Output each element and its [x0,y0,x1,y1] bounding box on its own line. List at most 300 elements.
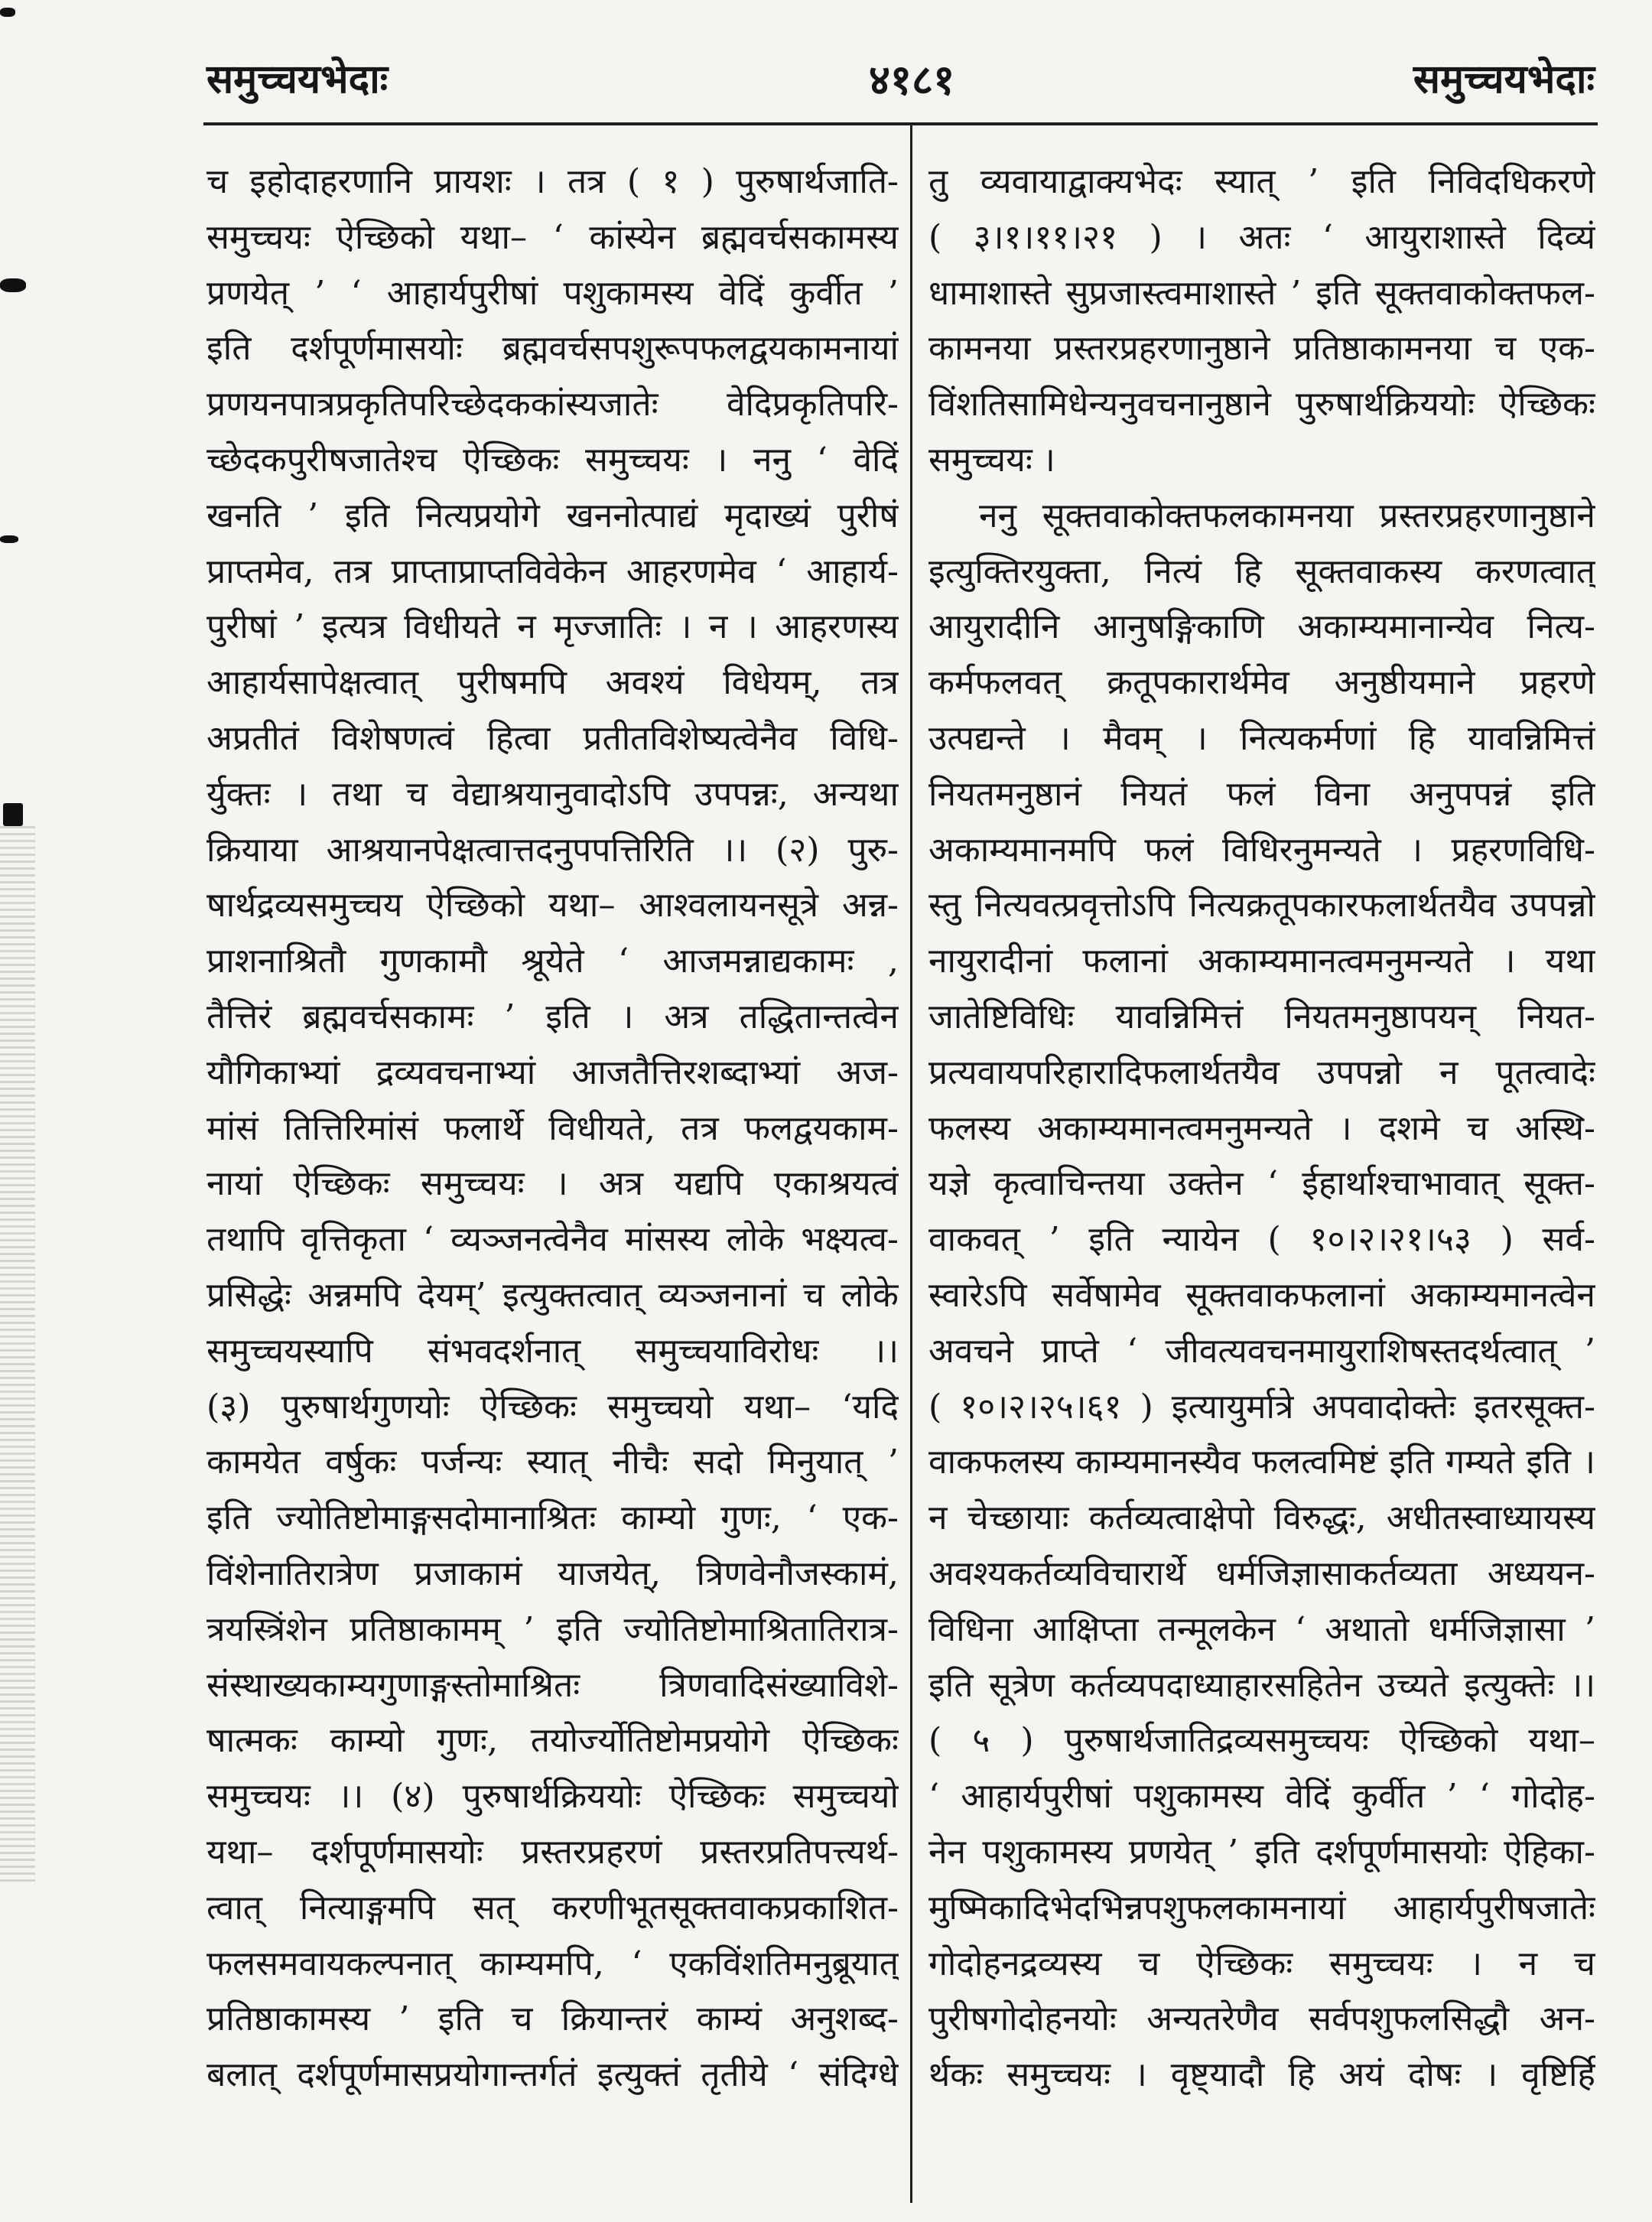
word: जातेष्टिविधिः [928,997,1075,1036]
word: सदो [693,1443,743,1482]
word: दिव्यं [1537,217,1595,257]
word: व्यवायाद्वाक्यभेदः [980,162,1182,201]
word: सूक्तवाकफलानां [1185,1275,1385,1315]
word: दर्शपूर्णमासयोः [1315,1832,1488,1872]
word: अकाम्यमानत्वमनुमन्यते [1198,942,1473,981]
word: १ [662,162,680,201]
word: अन्न- [842,886,899,926]
word: स्तु [928,886,961,926]
word: हि [1234,551,1262,591]
running-header-left: समुच्चयभेदाः [206,56,389,102]
word: वर्षुकः [325,1443,397,1482]
text-line [928,1380,1595,1436]
word: मृज्जातिः [553,607,662,647]
text-line [928,990,1595,1046]
word: ऐच्छिकः [293,1164,390,1204]
word: आहार्यसापेक्षत्वात् [206,663,419,703]
word: ( [1267,1220,1281,1260]
text-line [928,1937,1595,1993]
word: यथा– [548,886,616,926]
word: त्वात् [206,1888,263,1928]
word: आयुराशास्ते [1364,217,1506,257]
scan-mark [0,535,18,543]
word: अनुष्ठीयमाने [1334,663,1475,703]
word: ।। [337,1777,364,1817]
text-line [206,934,899,990]
word: एकविंशतिमनुब्रूयात् [669,1944,899,1983]
word: १०।२।२५।६१ [960,1387,1122,1427]
word: द्रव्यवचनाभ्यां [376,1052,536,1092]
word: वाकफलस्य [928,1443,1065,1482]
word: ५ [972,1721,990,1761]
word: वृष्टिर्हि [1521,2055,1595,2095]
word: समुच्चयः [928,440,1032,480]
word: ’ [294,607,305,647]
word: आक्षिप्ता [1032,1609,1139,1649]
word: दोषः [1407,2055,1462,2095]
word: ’ [398,1999,410,2039]
word: फलत्वमिष्टं [1251,1443,1378,1482]
word: कृत्वाचिन्तया [993,1164,1145,1204]
word: गुणः, [437,1721,499,1761]
word: नायां [206,1164,263,1204]
word: समुच्चयो [792,1777,899,1817]
word: । [1042,440,1055,480]
word: अस्थि- [1515,1108,1595,1148]
word: ) [1140,1387,1153,1427]
text-line [928,1324,1595,1380]
word: इत्युक्तं [597,2055,681,2095]
page-number: ४१८१ [868,55,955,104]
running-header-right: समुच्चयभेदाः [1413,56,1595,102]
word: च्छेदकपुरीषजातेश्च [206,440,437,480]
word: फलसमवायकल्पनात् [206,1944,453,1983]
word: ’ [523,1609,535,1649]
word: प्राप्तमेव, [206,551,314,591]
word: समुच्चयः [585,440,689,480]
word: अकाम्यमानान्येव [1297,607,1494,647]
word: ( [928,217,942,257]
word: प्रत्यवायपरिहारादिफलार्थतयैव [928,1052,1280,1092]
word: धर्मजिज्ञासाकर्तव्यता [1215,1553,1458,1593]
word: पुरीषां [206,607,277,647]
word: च [1466,1108,1488,1148]
word: समुच्चयः [1006,2055,1111,2095]
word: समुच्चयः [206,217,311,257]
word: ‘ [350,273,362,313]
word: षात्मकः [206,1721,298,1761]
word: ) [701,162,714,201]
word: यज्ञे [928,1164,971,1204]
text-line [206,1658,899,1714]
word: श्रूयेते [521,942,584,981]
word: काम्यमपि, [480,1944,604,1983]
word: हि [1288,2055,1315,2095]
word: यथा [1545,942,1595,981]
word: वेदिं [1285,1777,1331,1817]
word: अन्यतरेणैव [1146,1999,1279,2039]
word: कर्मफलवत् [928,663,1062,703]
word: नित्याङ्गमपि [299,1888,435,1928]
word: कुर्वीत [1352,1777,1426,1817]
word: अत्र [598,1164,644,1204]
text-line [928,1157,1595,1212]
word: पूतत्वादेः [1495,1052,1595,1092]
word: ऐच्छिको [336,217,435,257]
word: अवचने [928,1331,1014,1371]
word: प्रणयेत् [206,273,290,313]
word: गोदोहनद्रव्यस्य [928,1944,1102,1983]
text-line [928,1212,1595,1268]
word: सूक्तवाकोक्तफल- [1374,273,1595,313]
text-line [206,1212,899,1268]
word: तथापि [206,1220,285,1260]
word: प्रणयनपात्रप्रकृतिपरिच्छेदककांस्यजातेः [206,385,659,425]
word: इति [1315,273,1361,313]
word: र्युक्तः [206,774,271,814]
word: आश्रयानपेक्षत्वात्तदनुपपत्तिरिति [326,830,694,870]
word: पुरुषार्थक्रिययोः [462,1777,642,1817]
text-line [206,990,899,1046]
word: ‘ [1267,1164,1278,1204]
word: मुष्मिकादिभेदभिन्नपशुफलकामनायां [928,1888,1346,1928]
word: ‘ [1127,1331,1138,1371]
word: ’ [1446,1777,1458,1817]
right-column [928,155,1595,2103]
word: यथा– [743,1387,811,1427]
word: न्यायेन [1162,1220,1239,1260]
word: न [517,607,536,647]
word: ’ [887,273,899,313]
word: ऐच्छिकः [1498,385,1595,425]
text-line [206,1157,899,1212]
word: निविदधिकरणे [1428,162,1595,201]
word: प्राशनाश्रितौ [206,942,346,981]
text-line [928,545,1595,600]
word: प्रहरणविधि- [1451,830,1595,870]
text-line [928,1435,1595,1491]
word: फलं [1226,774,1276,814]
word: ऐच्छिकः [1195,1944,1293,1983]
word: , [887,942,899,981]
word: ऐच्छिकः [463,440,560,480]
text-line [928,1491,1595,1547]
word: बलात् [206,2055,277,2095]
word: प्रहरणे [1520,663,1595,703]
word: अवश्यं [605,663,685,703]
word: प्रतीतविशेष्यत्वेनैव [583,718,798,758]
word: अनुपपन्नं [1409,774,1512,814]
word: आयुरादीनि [928,607,1060,647]
word: पशुकामस्य [1133,1777,1264,1817]
word: नित्य- [1527,607,1595,647]
word: ’ [1290,273,1302,313]
word: ऐच्छिकः [480,1387,577,1427]
word: सर्वपशुफलसिद्धौ [1309,1999,1510,2039]
text-line [928,1713,1595,1769]
text-line [928,1602,1595,1658]
word: जीवत्यवचनमायुराशिषस्तदर्थत्वात् [1165,1331,1557,1371]
word: आहरणमेव [626,551,756,591]
text-line [928,1992,1595,2048]
word: सूक्तवाकस्य [1295,551,1442,591]
word: आहार्यपुरीषां [386,273,538,313]
word: न [1439,1052,1459,1092]
word: तत्र [567,162,606,201]
word: ’ [1228,1832,1239,1872]
text-line [928,155,1595,210]
text-line [928,266,1595,322]
word: लोके [841,1275,899,1315]
word: इति [556,1609,602,1649]
word: । [1485,2055,1498,2095]
word: ‘ [806,1498,818,1538]
word: ‘ [552,217,564,257]
word: गुणः, [720,1498,782,1538]
word: अन्नमपि [307,1275,402,1315]
word: उक्तेन [1168,1164,1244,1204]
word: ब्रह्मवर्चसकामस्य [701,217,899,257]
text-line [928,1769,1595,1825]
word: च [405,774,428,814]
word: नायुरादीनां [928,942,1053,981]
word: स्वारेऽपि [928,1275,1027,1315]
word: पर्जन्यः [421,1443,502,1482]
word: वेदिं [853,440,899,480]
word: देयम्’ [417,1275,486,1315]
word: फलं [1144,830,1194,870]
word: आहरणस्य [775,607,899,647]
scan-mark [0,8,15,17]
word: मिनुयात् [767,1443,863,1482]
text-line [928,377,1595,433]
word: तन्मूलकेन [1157,1609,1276,1649]
header-rule [203,122,1598,125]
word: काम्यमानस्यैव [1075,1443,1241,1482]
text-line [928,878,1595,934]
word: संस्थाख्यकाम्यगुणाङ्गस्तोमाश्रितः [206,1665,580,1705]
word: नित्यं [1144,551,1202,591]
word: न [1518,1944,1538,1983]
text-line [206,1324,899,1380]
word: ।। [721,830,748,870]
text-line [206,1713,899,1769]
text-line [928,823,1595,879]
word: आनुषङ्गिकाणि [1093,607,1264,647]
word: नित्यक्रतूपकारफलार्थतयैव [1189,886,1497,926]
word: ) [1149,217,1163,257]
word: आजतैत्तिरशब्दाभ्यां [571,1052,801,1092]
word: अकाम्यमानमपि [928,830,1116,870]
word: गुणकामौ [379,942,487,981]
word: तयोर्ज्योतिष्टोमप्रयोगे [530,1721,770,1761]
word: अन- [1539,1999,1595,2039]
word: काम्यं [696,1999,763,2039]
word: एक- [1539,329,1595,369]
word: नियत- [1517,997,1595,1036]
word: ’ [504,997,515,1036]
word: ‘ [928,1777,940,1817]
word: वृष्ट्यादौ [1170,2055,1265,2095]
word: यौगिकाभ्यां [206,1052,340,1092]
word: ३।१।११।२१ [973,217,1118,257]
word: गम्यते [1446,1443,1515,1482]
word: स्यात् [526,1443,588,1482]
text-line [206,545,899,600]
word: हि [1408,718,1436,758]
word: यथा– [206,1832,274,1872]
text-line [206,1547,899,1602]
word: । [1410,830,1423,870]
word: च [511,1999,533,2039]
word: इति [1254,1832,1299,1872]
word: सत् [472,1888,515,1928]
word: कर्तव्यत्वाक्षेपो [1088,1498,1254,1538]
word: । [1058,718,1071,758]
word: सर्वेषामेव [1052,1275,1161,1315]
word: अतः [1238,217,1291,257]
word: प्रतिष्ठाकामनया [1293,329,1472,369]
word: र्थकः [928,2055,984,2095]
word: फलस्य [928,1108,1010,1148]
word: विधीयते, [548,1108,655,1148]
text-line [206,656,899,711]
word: पशुकामस्य [982,1832,1113,1872]
word: गोदोह- [1511,1777,1595,1817]
word: इति [1351,162,1397,201]
word: ‘ [788,2055,799,2095]
word: पुरुषार्थजाति- [736,162,899,201]
word: विंशेनातिरात्रेण [206,1553,379,1593]
word: समुच्चयः [1328,1944,1433,1983]
word: इति [1550,774,1595,814]
word: उपपन्नो [1510,886,1595,926]
word: प्रणयेत् [1128,1832,1211,1872]
word: विधिना [928,1609,1013,1649]
word: फलार्थे [444,1108,524,1148]
word: ’ [1584,1609,1595,1649]
word: सूत्रेण [988,1665,1055,1705]
word: सुप्रजास्त्वमाशास्ते [1065,273,1276,313]
text-line [206,1602,899,1658]
word: समुच्चयो [607,1387,714,1427]
word: आहार्यपुरीषां [961,1777,1112,1817]
word: अज- [836,1052,899,1092]
text-line [206,266,899,322]
text-line [928,767,1595,823]
word: इति [437,1999,483,2039]
paragraph-end-line [928,433,1595,489]
text-line [206,489,899,545]
word: । [554,1164,568,1204]
text-line [206,878,899,934]
word: । [1338,1108,1352,1148]
text-line [206,711,899,767]
word: काम्यो [330,1721,405,1761]
word: दर्शपूर्णमासयोः [311,1832,483,1872]
word: ‘ [618,942,629,981]
word: इतरसूक्त- [1474,1387,1595,1427]
word: । [744,607,758,647]
word: ।। [1569,1665,1595,1705]
word: अत्र [664,997,709,1036]
word: ज्योतिष्टोमाश्रितातिरात्र- [623,1609,899,1649]
word: अकाम्यमानत्वेन [1410,1275,1595,1315]
text-line [928,1101,1595,1157]
word: प्रजाकामं [414,1553,522,1593]
word: वृत्तिकृता [301,1220,406,1260]
word: ऐच्छिकः [668,1777,766,1817]
word: (४) [391,1777,435,1817]
word: ।। [873,1331,899,1371]
word: इत्युक्तिरयुक्ता, [928,551,1111,591]
word: अवश्यकर्तव्यविचारार्थे [928,1553,1186,1593]
word: ) [1500,1220,1514,1260]
paragraph-start-line [928,489,1595,545]
word: त्रिणवेनौजस्कामं, [696,1553,899,1593]
word: हित्वा [486,718,551,758]
word: प्रतिष्ठाकामस्य [206,1999,371,2039]
word: ननु [753,440,792,480]
word: प्रस्तरप्रतिपत्त्यर्थ- [700,1832,899,1872]
word: मैवम् [1103,718,1163,758]
word: च [802,1275,825,1315]
word: ’ [314,273,326,313]
word: पुरुषार्थक्रिययोः [1295,385,1475,425]
word: । [714,440,728,480]
word: संदिग्धे [818,2055,899,2095]
word: तृतीये [701,2055,768,2095]
word: तैत्तिरं [206,997,272,1036]
word: याजयेत्, [558,1553,662,1593]
word: क्रियान्तरं [561,1999,668,2039]
word: खननोत्पाद्यं [566,496,698,535]
word: तत्र [681,1108,719,1148]
word: अध्ययन- [1487,1553,1595,1593]
word: दर्शपूर्णमासप्रयोगान्तर्गतं [297,2055,577,2095]
word: ऐच्छिकः [802,1721,899,1761]
text-line [206,1101,899,1157]
word: प्रतिष्ठाकामम् [350,1609,501,1649]
word: ऐहिका- [1504,1832,1595,1872]
word: । [294,774,308,814]
word: । [1194,217,1207,257]
word: कामनया [928,329,1031,369]
word: स्यात् [1215,162,1276,201]
text-line [206,1046,899,1101]
word: आश्वलायनसूत्रे [639,886,819,926]
word: अपवादोक्तेः [1312,1387,1456,1427]
word: समुच्चयाविरोधः [635,1331,819,1371]
word: यावन्निमित्तं [1115,997,1244,1036]
word: प्रायशः [434,162,512,201]
word: चेच्छायाः [967,1498,1069,1538]
word: एकाश्रयत्वं [773,1164,899,1204]
word: (३) [206,1387,251,1427]
word: प्रसिद्धेः [206,1275,291,1315]
word: ’ [1308,162,1319,201]
text-line [206,1992,899,2048]
word: ( [626,162,641,201]
word: पशुकामस्य [563,273,694,313]
word: ‘ [816,440,828,480]
word: अधीतस्वाध्यायस्य [1386,1498,1595,1538]
word: ( [928,1721,942,1761]
text-line [206,600,899,656]
text-line [928,656,1595,711]
word: ईहार्थाश्चाभावात् [1302,1164,1500,1204]
word: प्रस्तरप्रहरणं [521,1832,662,1872]
